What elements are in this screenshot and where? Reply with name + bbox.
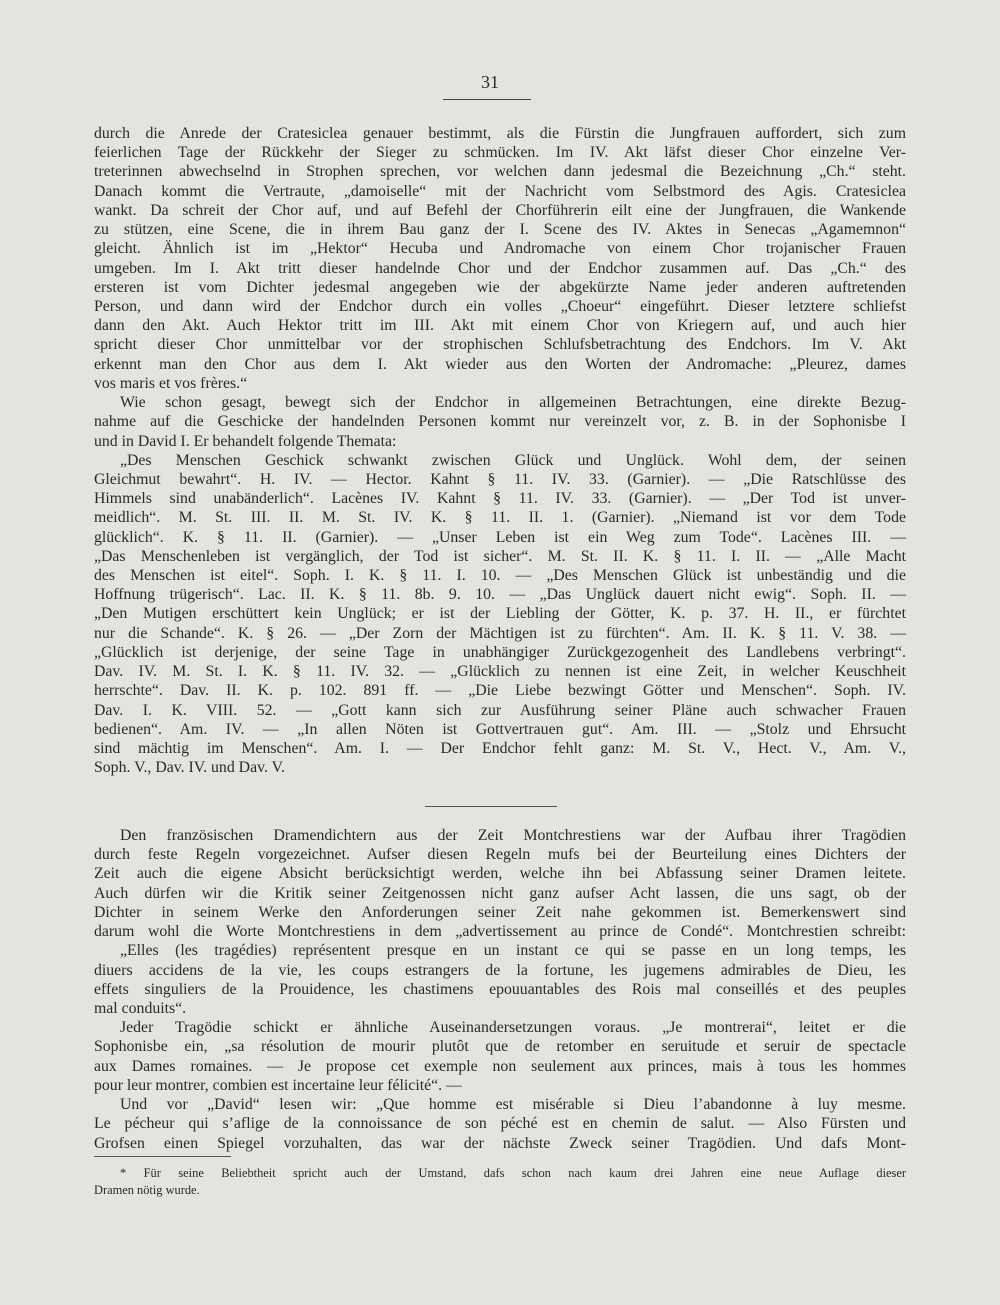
text-line: mal conduits“. — [94, 999, 187, 1017]
text-line: diuers accidens de la vie, les coups estrangers de la fortune, les jugemens admirables de Dieu, les — [94, 961, 906, 979]
text-line: Person, und dann wird der Endchor durch ein volles „Choeur“ eingeführt. Dieser letztere schliefst — [94, 297, 906, 315]
text-line: Wie schon gesagt, bewegt sich der Endchor in allgemeinen Betrachtungen, eine direkte Bezug- — [120, 394, 906, 412]
text-line: effets singuliers de la Prouidence, les chastimens epouuantables des Rois mal conseillés et des peuples — [94, 980, 906, 998]
text-line: dann den Akt. Auch Hektor tritt im III. Akt mit einem Chor von Kriegern auf, und auch hier — [94, 317, 906, 335]
text-line: Dav. I. K. VIII. 52. — „Gott kann sich zur Ausführung seiner Pläne auch schwacher Frauen — [94, 701, 906, 719]
text-line: Soph. V., Dav. IV. und Dav. V. — [94, 759, 285, 777]
text-line: feierlichen Tage der Rückkehr der Sieger zu schmücken. Im IV. Akt läfst dieser Chor einzelne Ver- — [94, 144, 906, 162]
text-line: Hoffnung trügerisch“. Lac. II. K. § 11. 8b. 9. 10. — „Das Unglück dauert nicht ewig“. Soph. II. — — [94, 586, 906, 604]
text-line: herrschte“. Dav. II. K. p. 102. 891 ff. — „Die Liebe bezwingt Götter und Menschen“. Soph. IV. — [94, 682, 906, 700]
text-line: nur die Schande“. K. § 26. — „Der Zorn der Mächtigen ist zu fürchten“. Am. II. K. § 11. V. 38. — — [94, 624, 906, 642]
text-line: vos maris et vos frères.“ — [94, 374, 248, 392]
text-line: durch feste Regeln vorgezeichnet. Aufser diesen Regeln mufs bei der Beurteilung eines Dichters der — [94, 846, 906, 864]
section-separator — [425, 806, 557, 807]
text-line: und in David I. Er behandelt folgende Themata: — [94, 432, 397, 450]
text-line: sind mächtig im Menschen“. Am. I. — Der Endchor fehlt ganz: M. St. V., Hect. V., Am. V., — [94, 740, 906, 757]
text-line: umgeben. Im I. Akt tritt dieser handelnde Chor und der Endchor zusammen auf. Das „Ch.“ des — [94, 259, 906, 277]
footnote-line: Dramen nötig wurde. — [94, 1183, 200, 1197]
text-line: ersteren ist vom Dichter jedesmal angegeben wie der abgekürzte Name jeder anderen auftretenden — [94, 278, 906, 296]
text-line: Und vor „David“ lesen wir: „Que homme est misérable si Dieu l’abandonne à luy mesme. — [120, 1096, 906, 1114]
text-line: spricht dieser Chor unmittelbar vor der strophischen Schlufsbetrachtung des Endchors. Im V. Akt — [94, 336, 906, 354]
text-line: treterinnen abwechselnd in Strophen sprechen, vor welchen dann jedesmal die Bezeichnung „Ch.“ steht. — [94, 163, 906, 181]
text-line: Gleichmut bewahrt“. H. IV. — Hector. Kahnt § 11. IV. 33. (Garnier). — „Die Ratschlüsse des — [94, 470, 906, 488]
text-line: Den französischen Dramendichtern aus der Zeit Montchrestiens war der Aufbau ihrer Tragödien — [120, 827, 906, 844]
page-number: 31 — [481, 72, 499, 92]
text-line: nahme auf die Geschicke der handelnden Personen kommt nur vereinzelt vor, z. B. in der Sophonisbe I — [94, 413, 906, 431]
text-line: Jeder Tragödie schickt er ähnliche Auseinandersetzungen voraus. „Je montrerai“, leitet er die — [120, 1019, 906, 1037]
text-line: Zeit auch die eigene Absicht berücksichtigt werden, welche ihn bei Abfassung seiner Dramen leitete. — [94, 865, 906, 883]
text-line: zu stützen, eine Scene, die in ihrem Bau ganz der I. Scene des IV. Aktes in Senecas „Agamemnon“ — [94, 221, 906, 239]
text-line: des Menschen ist eitel“. Soph. I. K. § 11. I. 10. — „Des Menschen Glück ist unbeständig und die — [94, 567, 906, 585]
text-line: meidlich“. M. St. III. II. M. St. IV. K. § 11. II. 1. (Garnier). „Niemand ist vor dem Tode — [94, 509, 906, 527]
text-line: Grofsen einen Spiegel vorzuhalten, das war der nächste Zweck seiner Tragödien. Und dafs Mont- — [94, 1134, 906, 1152]
chorus-section — [94, 124, 906, 777]
text-line: glücklich“. K. § 11. II. (Garnier). — „Unser Leben ist ein Weg zum Tode“. Lacènes III. — — [94, 528, 906, 546]
text-line: darum wohl die Worte Montchrestiens in dem „advertissement au prince de Condé“. Montchrestien schreibt: — [94, 923, 906, 941]
text-line: Danach kommt die Vertraute, „damoiselle“ mit der Nachricht vom Selbstmord des Agis. Cratesiclea — [94, 182, 906, 200]
text-line: Dav. IV. M. St. I. K. § 11. IV. 32. — „Glücklich zu nennen ist eine Zeit, in welcher Keuschheit — [94, 663, 906, 681]
text-line: „Das Menschenleben ist vergänglich, der Tod ist sicher“. M. St. II. K. § 11. I. II. — „Alle Macht — [94, 547, 906, 565]
text-line: „Des Menschen Geschick schwankt zwischen Glück und Unglück. Wohl dem, der seinen — [120, 451, 906, 469]
text-line: Sophonisbe ein, „sa résolution de mourir plutôt que de retomber en seruitude et seruir de spectacle — [94, 1038, 906, 1056]
text-line: durch die Anrede der Cratesiclea genauer bestimmt, als die Fürstin die Jungfrauen auffordert, sich zum — [94, 125, 906, 142]
text-line: „Elles (les tragédies) représentent presque en un instant ce qui se passe en un long temps, les — [120, 942, 906, 960]
text-line: gleicht. Ähnlich ist im „Hektor“ Hecuba und Andromache von einem Chor trojanischer Frauen — [94, 240, 906, 258]
text-line: wankt. Da schreit der Chor auf, und auf Befehl der Chorführerin eilt eine der Jungfrauen, die Wankende — [94, 201, 906, 219]
text-line: Auch dürfen wir die Kritik seiner Zeitgenossen nicht ganz aufser Acht lassen, die uns sagt, ob der — [94, 884, 906, 902]
page-number-rule — [443, 99, 531, 100]
text-line: aux Dames romaines. — Je propose cet exemple non seulement aux princes, mais à tous les hommes — [94, 1057, 906, 1075]
text-line: Dichter in seinem Werke den Anforderungen seiner Zeit nahe gekommen ist. Bemerkenswert sind — [94, 903, 906, 921]
authors-intent-section — [94, 826, 906, 1153]
text-line: bedienen“. Am. IV. — „In allen Nöten ist Gottvertrauen gut“. Am. III. — „Stolz und Ehrsucht — [94, 720, 906, 738]
text-line: „Den Mutigen erschüttert kein Unglück; er ist der Liebling der Götter, K. p. 37. H. II., er fürchtet — [94, 605, 906, 623]
text-line: pour leur montrer, combien est incertaine leur félicité“. — — [94, 1076, 462, 1094]
text-line: Le pécheur qui s’aflige de la connoissance de son péché est en chemin de salut. — Also Fürsten und — [94, 1115, 906, 1133]
footnote-line: * Für seine Beliebtheit spricht auch der Umstand, dafs schon nach kaum drei Jahren eine neue Auflage dieser — [120, 1166, 906, 1180]
footnote-rule — [94, 1156, 231, 1157]
footnote — [94, 1165, 906, 1199]
text-line: Himmels sind unabänderlich“. Lacènes IV. Kahnt § 11. IV. 33. (Garnier). — „Der Tod ist unver- — [94, 490, 906, 508]
text-line: „Glücklich ist derjenige, der seine Tage in unabhängiger Zurückgezogenheit des Landlebens verbringt“. — [94, 643, 906, 661]
text-line: erkennt man den Chor aus dem I. Akt wieder aus den Worten der Andromache: „Pleurez, dames — [94, 355, 906, 373]
